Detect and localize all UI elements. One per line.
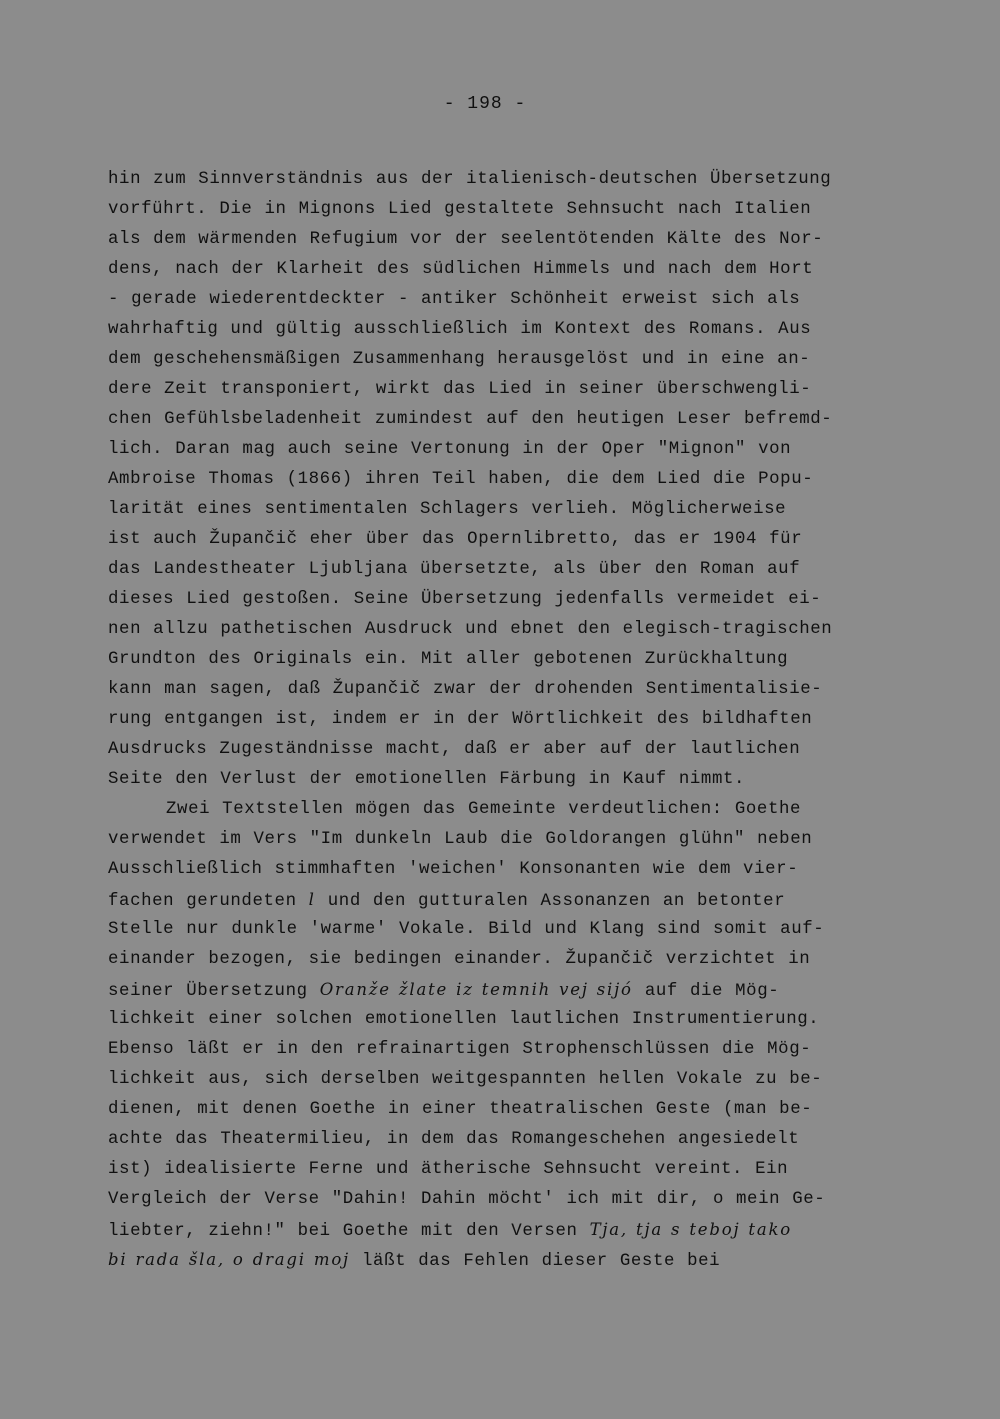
text-line: dere Zeit transponiert, wirkt das Lied in seiner überschwengli- xyxy=(108,380,812,399)
text-line: seiner Übersetzung Oranže žlate iz temnih vej sijó auf die Mög- xyxy=(108,980,780,1001)
text-line: dem geschehensmäßigen Zusammenhang herausgelöst und in eine an- xyxy=(108,350,811,369)
text-line: hin zum Sinnverständnis aus der italienisch-deutschen Übersetzung xyxy=(108,170,832,189)
text-line: ist) idealisierte Ferne und ätherische Sehnsucht vereint. Ein xyxy=(108,1160,789,1179)
italic-quote: Oranže žlate iz temnih vej sijó xyxy=(319,980,633,999)
text-line: Ausschließlich stimmhaften 'weichen' Konsonanten wie dem vier- xyxy=(108,860,799,879)
text-line: als dem wärmenden Refugium vor der seelentötenden Kälte des Nor- xyxy=(108,230,824,249)
text-line: Ambroise Thomas (1866) ihren Teil haben, die dem Lied die Popu- xyxy=(108,470,814,489)
text-line: nen allzu pathetischen Ausdruck und ebnet den elegisch-tragischen xyxy=(108,620,833,639)
text-line: Grundton des Originals ein. Mit aller gebotenen Zurückhaltung xyxy=(108,650,789,669)
text-line: dienen, mit denen Goethe in einer theatralischen Geste (man be- xyxy=(108,1100,813,1119)
body-text xyxy=(108,165,908,1275)
text-line: Stelle nur dunkle 'warme' Vokale. Bild und Klang sind somit auf- xyxy=(108,920,825,939)
italic-letter: l xyxy=(308,890,316,909)
text-line: Ebenso läßt er in den refrainartigen Strophenschlüssen die Mög- xyxy=(108,1040,812,1059)
text-line: vorführt. Die in Mignons Lied gestaltete Sehnsucht nach Italien xyxy=(108,200,812,219)
text-line: dens, nach der Klarheit des südlichen Himmels und nach dem Hort xyxy=(108,260,814,279)
text-line: achte das Theatermilieu, in dem das Romangeschehen angesiedelt xyxy=(108,1130,800,1149)
text-line: dieses Lied gestoßen. Seine Übersetzung jedenfalls vermeidet ei- xyxy=(108,590,822,609)
text-line: ist auch Župančič eher über das Opernlibretto, das er 1904 für xyxy=(108,530,803,549)
text-line: das Landestheater Ljubljana übersetzte, als über den Roman auf xyxy=(108,560,801,579)
text-line: kann man sagen, daß Župančič zwar der drohenden Sentimentalisie- xyxy=(108,680,823,699)
text-line: - gerade wiederentdeckter - antiker Schönheit erweist sich als xyxy=(108,290,801,309)
text-line: fachen gerundeten l und den gutturalen Assonanzen an betonter xyxy=(108,890,786,911)
text-line: bi rada šla, o dragi moj läßt das Fehlen dieser Geste bei xyxy=(108,1250,721,1271)
text-line: larität eines sentimentalen Schlagers verlieh. Möglicherweise xyxy=(108,500,787,519)
text-line: chen Gefühlsbeladenheit zumindest auf den heutigen Leser befremd- xyxy=(108,410,833,429)
text-line: verwendet im Vers "Im dunkeln Laub die Goldorangen glühn" neben xyxy=(108,830,813,849)
text-line: rung entgangen ist, indem er in der Wörtlichkeit des bildhaften xyxy=(108,710,813,729)
italic-quote: bi rada šla, o dragi moj xyxy=(108,1250,350,1269)
paragraph-start-line: Zwei Textstellen mögen das Gemeinte verdeutlichen: Goethe xyxy=(166,800,802,819)
text-line: wahrhaftig und gültig ausschließlich im Kontext des Romans. Aus xyxy=(108,320,812,339)
text-line: lichkeit einer solchen emotionellen lautlichen Instrumentierung. xyxy=(108,1010,820,1029)
text-line: liebter, ziehn!" bei Goethe mit den Versen Tja, tja s teboj tako xyxy=(108,1220,793,1241)
text-line: lichkeit aus, sich derselben weitgespannten hellen Vokale zu be- xyxy=(108,1070,823,1089)
page-number: - 198 - xyxy=(443,94,527,114)
italic-quote: Tja, tja s teboj tako xyxy=(589,1220,793,1239)
text-line: Seite den Verlust der emotionellen Färbung in Kauf nimmt. xyxy=(108,770,746,789)
text-line: lich. Daran mag auch seine Vertonung in der Oper "Mignon" von xyxy=(108,440,792,459)
text-line: Ausdrucks Zugeständnisse macht, daß er aber auf der lautlichen xyxy=(108,740,801,759)
text-line: einander bezogen, sie bedingen einander. Župančič verzichtet in xyxy=(108,950,811,969)
text-line: Vergleich der Verse "Dahin! Dahin möcht' ich mit dir, o mein Ge- xyxy=(108,1190,826,1209)
